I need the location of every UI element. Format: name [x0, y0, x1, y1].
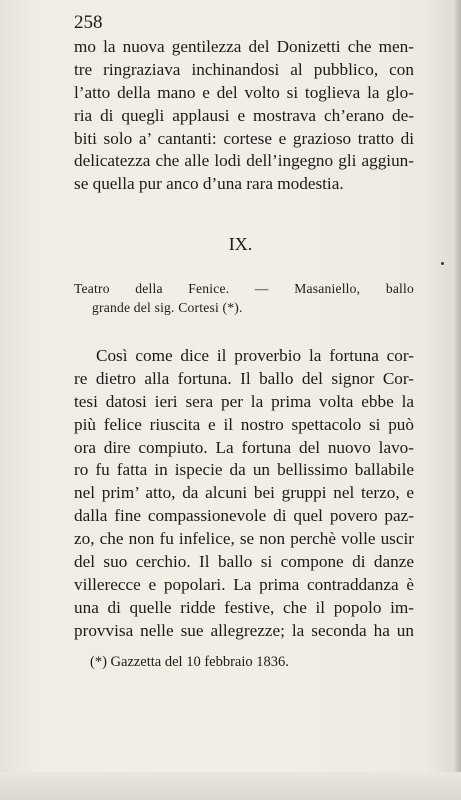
page-number: 258 — [74, 12, 103, 33]
text-line: l’atto della mano e del volto si toglieva la glo- — [74, 82, 414, 102]
text-line: dalla fine compassionevole di quel povero paz- — [74, 506, 414, 526]
page-bottom-margin — [0, 772, 461, 800]
footnote: (*) Gazzetta del 10 febbraio 1836. — [90, 654, 289, 670]
text-line: re dietro alla fortuna. Il ballo del signor Cor- — [74, 368, 414, 388]
text-line: nel prim’ atto, da alcuni bei gruppi nel terzo, e — [74, 483, 414, 503]
ink-speck — [441, 262, 444, 265]
text-line: biti solo a’ cantanti: cortese e grazioso tratto di — [74, 128, 414, 148]
paragraph-main — [74, 345, 414, 643]
section-heading — [74, 279, 414, 317]
text-line: Così come dice il proverbio la fortuna cor- — [96, 346, 414, 365]
text-line: mo la nuova gentilezza del Donizetti che men- — [74, 37, 414, 56]
text-line: del suo cerchio. Il ballo si compone di danze — [74, 552, 414, 572]
text-line: tre ringraziava inchinandosi al pubblico, con — [74, 59, 414, 79]
text-line: villerecce e popolari. La prima contraddanza è — [74, 574, 414, 594]
text-line: se quella pur anco d’una rara modestia. — [74, 174, 344, 194]
chapter-numeral: IX. — [228, 234, 253, 254]
heading-line-2: grande del sig. Cortesi (*). — [92, 300, 243, 315]
text-line: una di quelle ridde festive, che il popolo im- — [74, 597, 414, 617]
text-line: provvisa nelle sue allegrezze; la seconda ha un — [74, 620, 414, 640]
text-line: ro fu fatta in ispecie da un bellissimo ballabile — [74, 460, 414, 480]
text-line: ora dire compiuto. La fortuna del nuovo lavo- — [74, 437, 414, 457]
text-line: tesi datosi ieri sera per la prima volta ebbe la — [74, 391, 414, 411]
heading-line-1: Teatro della Fenice. — Masaniello, ballo — [74, 281, 414, 296]
paragraph-continued — [74, 36, 414, 196]
page-edge — [455, 0, 461, 800]
text-line: zo, che non fu infelice, se non perchè volle uscir — [74, 529, 414, 549]
text-line: delicatezza che alle lodi dell’ingegno gli aggiun- — [74, 151, 414, 171]
text-line: ria di quegli applausi e mostrava ch’erano de- — [74, 105, 414, 125]
text-line: più felice riuscita e il nostro spettacolo si può — [74, 414, 414, 434]
